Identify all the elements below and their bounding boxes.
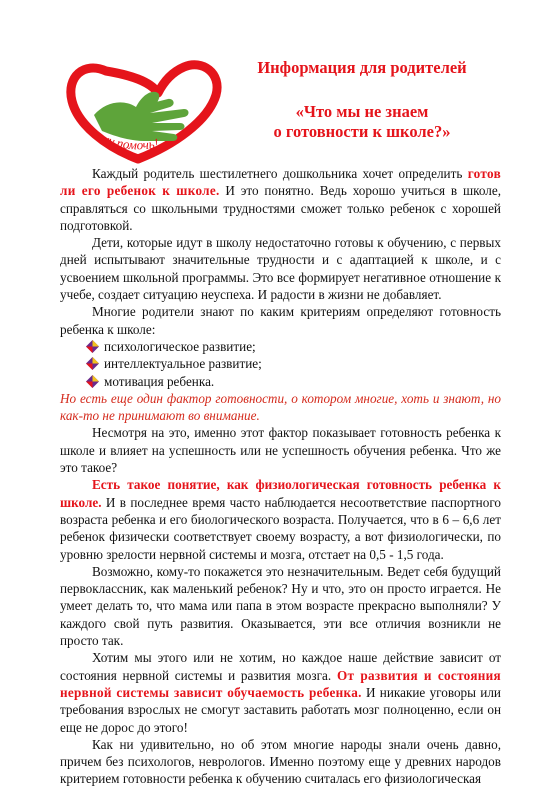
- document-body: [60, 165, 501, 788]
- document-title: [232, 58, 492, 142]
- list-item-text: мотивация ребенка.: [104, 373, 215, 389]
- paragraph-1: [60, 165, 501, 234]
- paragraph-3: Многие родители знают по каким критериям определяют готовность ребенка к школе:: [60, 304, 501, 337]
- list-item: [86, 373, 501, 390]
- list-item: [86, 338, 501, 355]
- logo-caption: хочу помочь!: [89, 126, 160, 153]
- paragraph-8-text-end: И никакие уговоры или требования взрослых не смогут заставить работать мозг полноценно, если он еще не дорос до этого!: [60, 684, 501, 735]
- diamond-bullet-icon: [86, 375, 99, 388]
- diamond-bullet-icon: [86, 357, 99, 370]
- paragraph-1-text: Каждый родитель шестилетнего дошкольника хочет определить: [92, 166, 468, 181]
- paragraph-2: Дети, которые идут в школу недостаточно готовы к обучению, с первых дней испытывают значительные трудности и с адаптацией к школе, и с усвоением школьной программы. Это все формирует негативное отношение к учебе, создает ситуацию неуспеха. И радости в жизни не добавляет.: [60, 235, 501, 303]
- list-item-text: психологическое развитие;: [104, 338, 256, 354]
- paragraph-9: Как ни удивительно, но об этом многие народы знали очень давно, причем без психологов, неврологов. Именно поэтому еще у древних народов критерием готовности ребенка к обучению считалась его физиологическая: [60, 736, 501, 787]
- title-line-2: «Что мы не знаем: [295, 102, 429, 121]
- list-item-text: интеллектуальное развитие;: [104, 356, 262, 372]
- criteria-list: [60, 338, 501, 390]
- paragraph-4-italic: Но есть еще один фактор готовности, о котором многие, хоть и знают, но как-то не принимают во внимание.: [60, 390, 501, 424]
- paragraph-6-text: И в последнее время часто наблюдается несоответствие паспортного возраста ребенка и его биологического возраста. Получается, что в 6 – 6,6 лет ребенок физически соответствует своему возрасту, а вот физиологически, по уровню зрелости нервной системы и мозга, отстает на 0,5 - 1,5 года.: [60, 494, 501, 562]
- paragraph-1-text-end: И это понятно. Ведь хорошо учиться в школе, справляться со школьными трудностями сможет только ребенок с хорошей подготовкой.: [60, 183, 501, 233]
- paragraph-8-text: Хотим мы этого или не хотим, но каждое наше действие зависит от состояния нервной системы и развития мозга.: [60, 650, 501, 683]
- paragraph-6: [60, 476, 501, 562]
- paragraph-1-highlight: готов ли его ребенок к школе.: [60, 166, 501, 199]
- diamond-bullet-icon: [86, 340, 99, 353]
- paragraph-8-highlight: От развития и состояния нервной системы зависит обучаемость ребенка.: [60, 667, 501, 700]
- paragraph-7: Возможно, кому-то покажется это незначительным. Ведет себя будущий первоклассник, как маленький ребенок? Ну и что, это он просто играется. Не умеет делать то, что мама или папа в этом возрасте прекрасно выполняли? У каждого свой путь развития. Оказывается, эти все отличия возникли не просто так.: [60, 563, 501, 649]
- title-line-1: Информация для родителей: [257, 58, 467, 77]
- paragraph-8: [60, 649, 501, 735]
- title-line-3: о готовности к школе?»: [273, 122, 451, 141]
- list-item: [86, 355, 501, 372]
- paragraph-6-highlight: Есть такое понятие, как физиологическая готовность ребенка к школе.: [60, 477, 501, 510]
- paragraph-5: Несмотря на это, именно этот фактор показывает готовность ребенка к школе и влияет на успешность или не успешность обучения ребенка. Что же это такое?: [60, 425, 501, 476]
- help-logo: [66, 55, 226, 167]
